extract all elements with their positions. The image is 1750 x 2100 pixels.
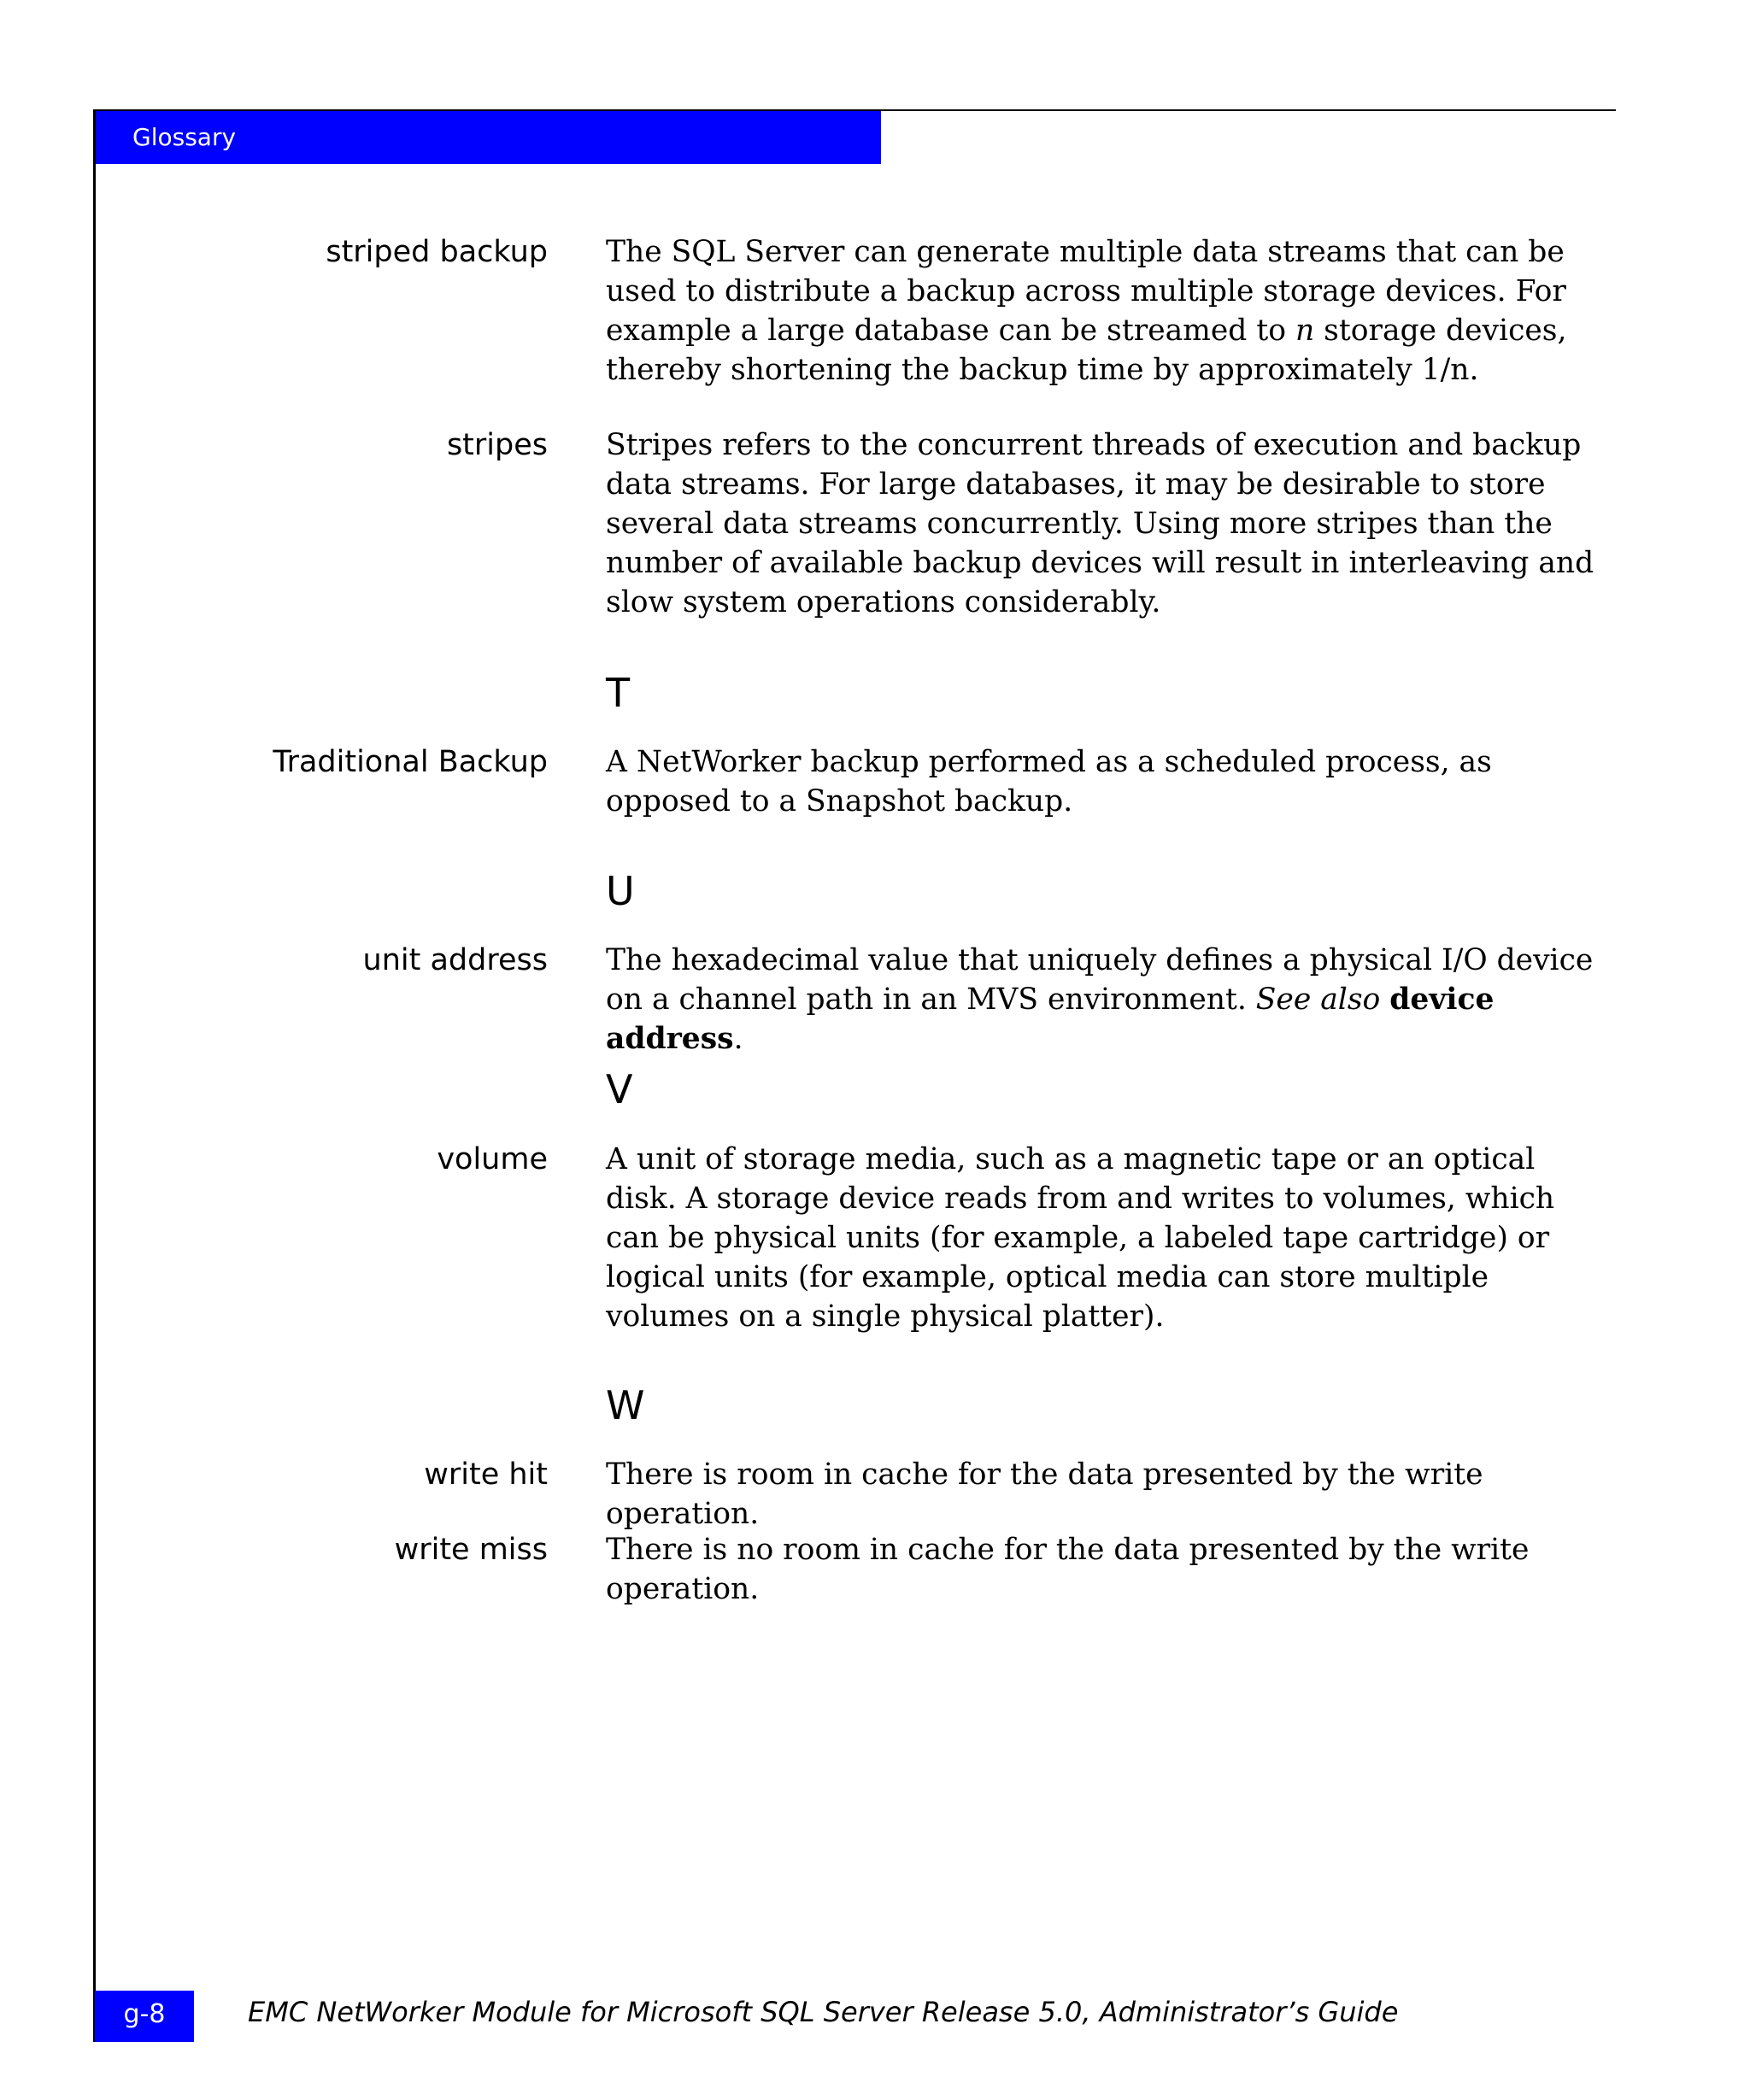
glossary-term: striped backup bbox=[326, 235, 548, 269]
left-margin-rule bbox=[93, 109, 96, 2042]
glossary-term: stripes bbox=[446, 428, 548, 462]
page-number-badge bbox=[95, 1991, 194, 2042]
glossary-term: write miss bbox=[394, 1533, 548, 1567]
glossary-definition: There is no room in cache for the data presented by the write operation. bbox=[606, 1533, 1530, 1606]
glossary-definition: The hexadecimal value that uniquely defines a physical I/O device on a channel path in an MVS environment. See also device address. bbox=[606, 943, 1594, 1056]
see-also-label: See also bbox=[1255, 983, 1381, 1017]
section-header bbox=[95, 111, 881, 164]
glossary-definition: Stripes refers to the concurrent threads of execution and backup data streams. For large databases, it may be desirable to store several data streams concurrently. Using more stripes than the number of available backup devices will result in interleaving and slow system operations considerably. bbox=[606, 428, 1594, 619]
glossary-term: volume bbox=[437, 1142, 548, 1176]
footer-title: EMC NetWorker Module for Microsoft SQL Server Release 5.0, Administrator’s Guide bbox=[248, 1996, 1399, 2028]
letter-heading-t: T bbox=[606, 670, 631, 716]
glossary-term: unit address bbox=[362, 943, 548, 977]
page-number: g-8 bbox=[123, 1999, 166, 2029]
glossary-term: Traditional Backup bbox=[273, 745, 548, 779]
glossary-definition: A NetWorker backup performed as a scheduled process, as opposed to a Snapshot backup. bbox=[606, 745, 1492, 818]
letter-heading-v: V bbox=[606, 1066, 633, 1112]
glossary-term: write hit bbox=[424, 1458, 548, 1492]
glossary-definition: A unit of storage media, such as a magnetic tape or an optical disk. A storage device reads from and writes to volumes, which can be physical units (for example, a labeled tape cartridge) or logical units (for example, optical media can store multiple volumes on a single physical platter). bbox=[606, 1142, 1555, 1334]
letter-heading-u: U bbox=[606, 868, 635, 914]
section-title: Glossary bbox=[132, 123, 237, 151]
glossary-definition: The SQL Server can generate multiple data streams that can be used to distribute a backup across multiple storage devices. For example a large database can be streamed to n storage devices, thereby shortening the backup time by approximately 1/n. bbox=[606, 235, 1567, 387]
cross-reference: device address bbox=[606, 983, 1495, 1056]
letter-heading-w: W bbox=[606, 1382, 645, 1428]
glossary-definition: There is room in cache for the data presented by the write operation. bbox=[606, 1458, 1483, 1531]
